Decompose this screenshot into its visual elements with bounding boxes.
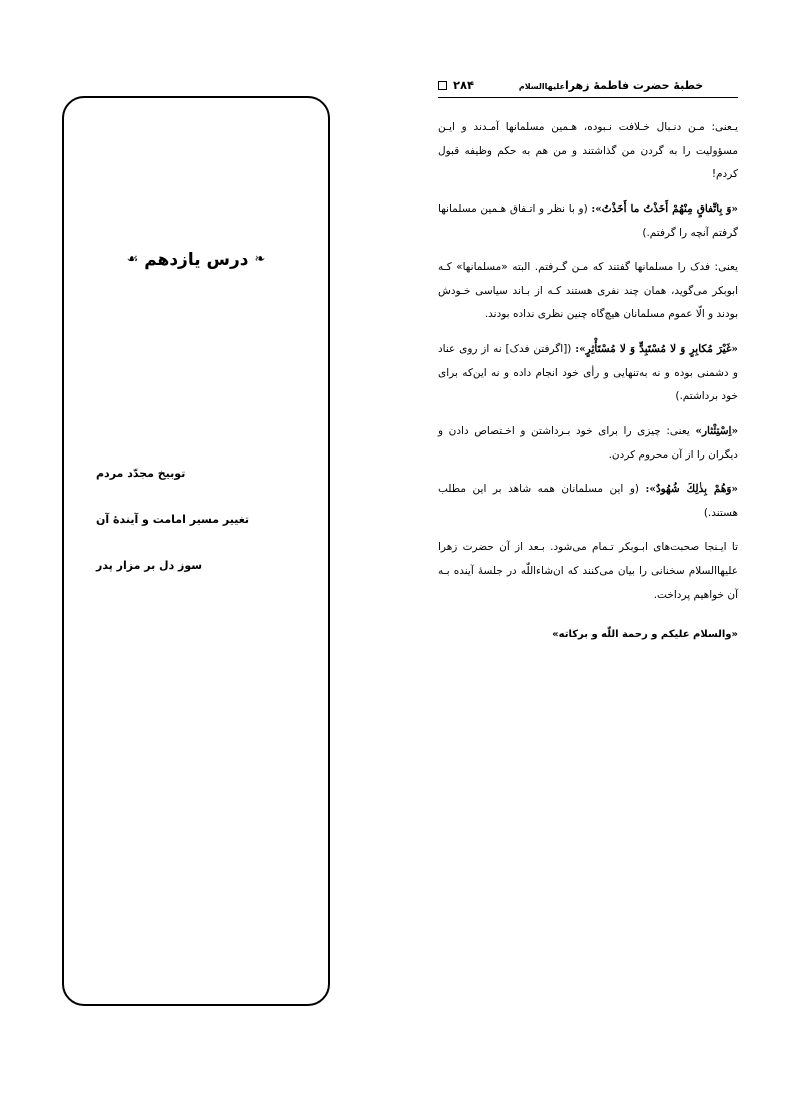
paragraph	[438, 116, 738, 187]
running-head	[484, 79, 738, 92]
square-bullet-icon	[438, 81, 447, 90]
paragraph	[438, 256, 738, 327]
paragraph-text: یعنی: چیزی را برای خود بـرداشتن و اخـتصاص دادن و دیگران را از آن محروم کردن.	[438, 424, 738, 461]
page-number	[438, 78, 474, 92]
arabic-quote: «اِسْتِئْثار»	[695, 424, 739, 437]
paragraph-text: یـعنی: مـن دنـبال خـلافت نـبوده، هـمین مسلمانها آمـدند و ایـن مسؤولیت را به گردن من گذاشتند و من هم به حکم وظیفه قبول کردم!	[438, 121, 738, 181]
paragraph	[438, 420, 738, 467]
paragraph	[438, 338, 738, 409]
closing-salutation: «والسلام علیکم و رحمة اللّٰه و برکاته»	[552, 629, 738, 641]
paragraph-text: تا ایـنجا صحبت‌های ابـوبکر تـمام می‌شود. بـعد از آن حضرت زهرا علیهاالسلام سخنانی را بیان می‌کنند که ان‌شاءاللّٰه در جلسهٔ آینده بـه آن خواهیم پرداخت.	[438, 541, 738, 601]
running-head-text: خطبهٔ حضرت فاطمهٔ زهرا	[564, 78, 704, 92]
paragraph-text: (و این مسلمانان همه شاهد بر این مطلب هستند.)	[438, 483, 738, 519]
arabic-quote: «وَ بِاتِّفاقٍ مِنْهُمْ أَخَذْتُ ما أَخَذْتُ»:	[591, 202, 738, 215]
main-text-column	[438, 78, 738, 650]
page-header	[438, 78, 738, 98]
list-item: توبیخ مجدّد مردم	[96, 467, 186, 480]
paragraph-text: ([اگرفتن فدک] نه از روی عناد و دشمنی بوده و نه به‌تنهایی و رأی خود انجام داده و نه این‌که برای خود برداشتم.)	[438, 343, 738, 403]
chapter-contents-list	[86, 468, 306, 606]
chapter-opener-box	[62, 96, 330, 1006]
paragraph	[438, 198, 738, 245]
chapter-title-text: درس یازدهم	[144, 250, 249, 270]
ornament-left-icon: ☙	[126, 252, 139, 267]
paragraph	[438, 536, 738, 607]
salawat-icon: علیهاالسلام	[518, 81, 565, 91]
list-item: تغییر مسیر امامت و آیندهٔ آن	[96, 513, 250, 526]
ornament-right-icon: ❧	[254, 252, 266, 267]
paragraph	[438, 478, 738, 525]
paragraph-text: یعنی: فدک را مسلمانها گفتند که مـن گـرفتم. البته «مسلمانها» کـه ابوبکر می‌گوید، همان چند نفری هستند کـه از بـاند سیاسی خـودش بودند و الّا عموم مسلمانان هیچ‌گاه چنین نظری نداده بودند.	[438, 261, 738, 321]
paragraph-text: (و با نظر و اتـفاق هـمین مسلمانها گرفتم آنچه را گرفتم.)	[438, 202, 738, 239]
chapter-title	[64, 250, 328, 270]
page-number-value: ۲۸۴	[453, 78, 475, 92]
arabic-quote: «غَیْرَ مُکابِرٍ وَ لا مُسْتَبِدٍّ وَ لا مُسْتَأْثِرٍ»:	[575, 343, 738, 355]
list-item: سوز دل بر مزار پدر	[96, 559, 203, 572]
arabic-quote: «وَهُمْ بِذٰلِكَ شُهُودٌ»:	[645, 483, 738, 496]
